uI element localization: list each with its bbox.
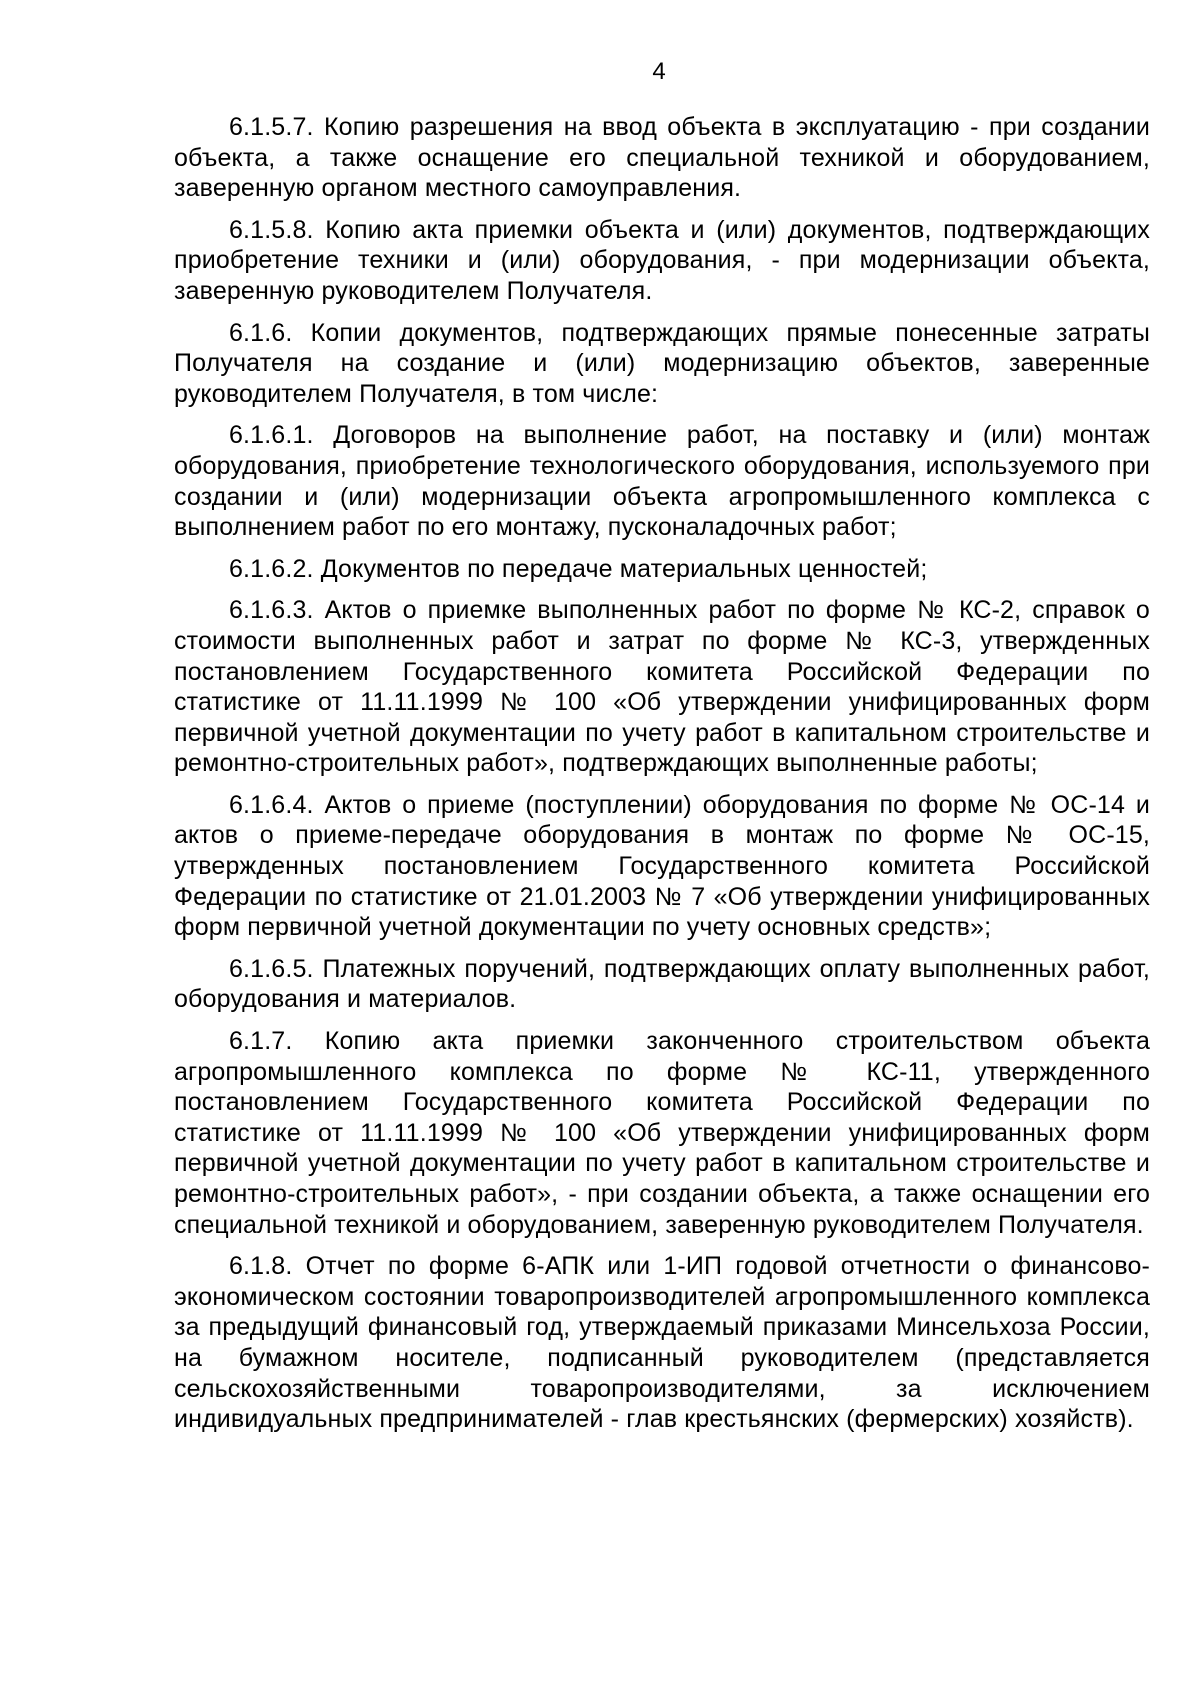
page-number: 4 <box>652 58 666 85</box>
paragraph-6-1-5-7: 6.1.5.7. Копию разрешения на ввод объекта в эксплуатацию - при создании объекта, а также оснащение его специальной техникой и оборудованием, заверенную органом местного самоуправления. <box>174 113 1150 203</box>
paragraph-6-1-6: 6.1.6. Копии документов, подтверждающих прямые понесенные затраты Получателя на создание и (или) модернизацию объектов, заверенные руководителем Получателя, в том числе: <box>174 318 1150 408</box>
paragraph-6-1-6-3: 6.1.6.3. Актов о приемке выполненных работ по форме № КС-2, справок о стоимости выполненных работ и затрат по форме № КС-3, утвержденных постановлением Государственного комитета Российской Федерации по статистике от 11.11.1999 № 100 «Об утверждении унифицированных форм первичной учетной документации по учету работ в капитальном строительстве и ремонтно-строительных работ», подтверждающих выполненные работы; <box>174 596 1150 778</box>
paragraph-6-1-5-8: 6.1.5.8. Копию акта приемки объекта и (или) документов, подтверждающих приобретение техники и (или) оборудования, - при модернизации объекта, заверенную руководителем Получателя. <box>174 215 1150 305</box>
paragraph-6-1-6-1: 6.1.6.1. Договоров на выполнение работ, на поставку и (или) монтаж оборудования, приобретение технологического оборудования, используемого при создании и (или) модернизации объекта агропромышленного комплекса с выполнением работ по его монтажу, пусконаладочных работ; <box>174 421 1150 542</box>
paragraph-6-1-6-5: 6.1.6.5. Платежных поручений, подтверждающих оплату выполненных работ, оборудования и материалов. <box>174 954 1150 1014</box>
paragraph-6-1-8: 6.1.8. Отчет по форме 6-АПК или 1-ИП годовой отчетности о финансово-экономическом состоянии товаропроизводителей агропромышленного комплекса за предыдущий финансовый год, утверждаемый приказами Минсельхоза России, на бумажном носителе, подписанный руководителем (представляется сельскохозяйственными товаропроизводителями, за исключением индивидуальных предпринимателей - глав крестьянских (фермерских) хозяйств). <box>174 1252 1150 1434</box>
paragraph-6-1-6-2: 6.1.6.2. Документов по передаче материальных ценностей; <box>229 554 928 583</box>
paragraph-6-1-6-4: 6.1.6.4. Актов о приеме (поступлении) оборудования по форме № ОС-14 и актов о приеме-передаче оборудования в монтаж по форме № ОС-15, утвержденных постановлением Государственного комитета Российской Федерации по статистике от 21.01.2003 № 7 «Об утверждении унифицированных форм первичной учетной документации по учету основных средств»; <box>174 790 1150 942</box>
paragraph-6-1-7: 6.1.7. Копию акта приемки законченного строительством объекта агропромышленного комплекса по форме № КС-11, утвержденного постановлением Государственного комитета Российской Федерации по статистике от 11.11.1999 № 100 «Об утверждении унифицированных форм первичной учетной документации по учету работ в капитальном строительстве и ремонтно-строительных работ», - при создании объекта, а также оснащении его специальной техникой и оборудованием, заверенную руководителем Получателя. <box>174 1027 1150 1239</box>
document-body <box>174 112 1150 1446</box>
